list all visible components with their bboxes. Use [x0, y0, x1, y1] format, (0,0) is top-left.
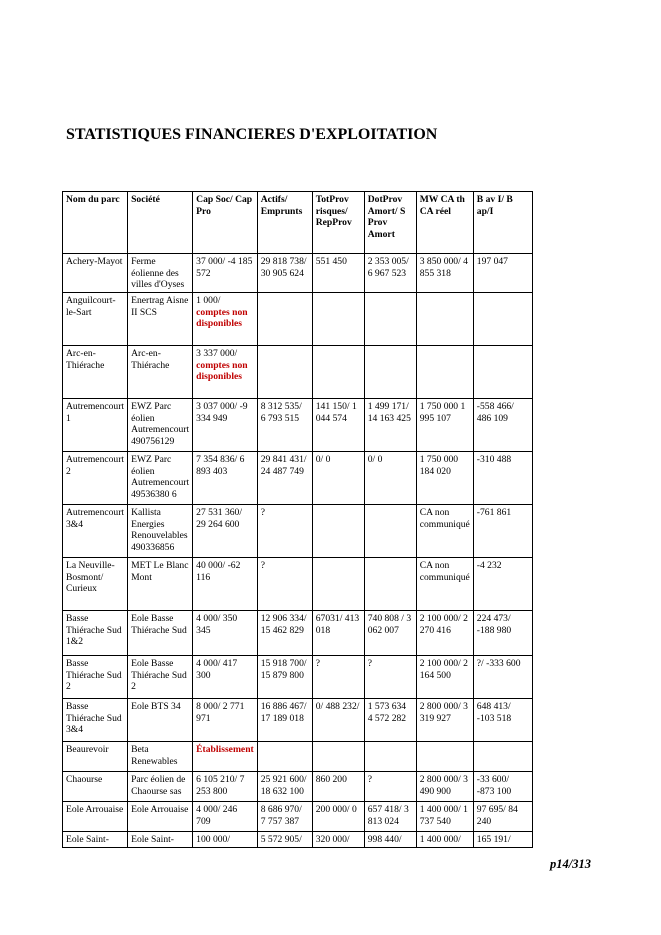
cell-dotprov: [364, 558, 416, 611]
header-bav: B av I/ B ap/I: [473, 192, 532, 254]
header-dotprov: DotProv Amort/ S Prov Amort: [364, 192, 416, 254]
cell-actifs: 25 921 600/ 18 632 100: [257, 772, 312, 802]
cell-nom: Basse Thiérache Sud 1&2: [63, 611, 128, 656]
cell-totprov: [312, 558, 364, 611]
header-mw: MW CA th CA réel: [416, 192, 473, 254]
header-totprov: TotProv risques/ RepProv: [312, 192, 364, 254]
cell-societe: Kallista Energies Renouvelables 490336856: [128, 505, 193, 558]
table-row: [63, 399, 533, 452]
cell-mw: CA non communiqué: [416, 505, 473, 558]
cell-bav: 224 473/ -188 980: [473, 611, 532, 656]
cell-cap: 4 000/ 246 709: [193, 802, 258, 832]
cell-actifs: [257, 346, 312, 399]
table-row: [63, 772, 533, 802]
cell-bav: -558 466/ 486 109: [473, 399, 532, 452]
cell-actifs: ?: [257, 558, 312, 611]
cell-mw: 1 750 000 184 020: [416, 452, 473, 505]
cell-bav: [473, 293, 532, 346]
cell-nom: Eole Arrouaise: [63, 802, 128, 832]
cell-nom: Autremencourt 3&4: [63, 505, 128, 558]
table-row: [63, 742, 533, 772]
cell-nom: Autremencourt 2: [63, 452, 128, 505]
cell-totprov: [312, 505, 364, 558]
cell-dotprov: 1 573 634 4 572 282: [364, 699, 416, 742]
cell-cap: 37 000/ -4 185 572: [193, 254, 258, 293]
cell-societe: EWZ Parc éolien Autremencourt 490756129: [128, 399, 193, 452]
cell-bav: -310 488: [473, 452, 532, 505]
cell-bav: [473, 346, 532, 399]
cell-actifs: [257, 293, 312, 346]
cell-cap: 4 000/ 350 345: [193, 611, 258, 656]
cell-actifs: ?: [257, 505, 312, 558]
cell-actifs: [257, 742, 312, 772]
cell-mw: 2 100 000/ 2 270 416: [416, 611, 473, 656]
cell-dotprov: 0/ 0: [364, 452, 416, 505]
financial-table: [62, 191, 533, 848]
cell-bav: 165 191/: [473, 832, 532, 848]
cell-totprov: 67031/ 413 018: [312, 611, 364, 656]
cell-societe: Eole Saint-: [128, 832, 193, 848]
cell-actifs: 12 906 334/ 15 462 829: [257, 611, 312, 656]
cell-mw: 2 800 000/ 3 490 900: [416, 772, 473, 802]
cell-mw: [416, 293, 473, 346]
cell-totprov: [312, 346, 364, 399]
page-title: STATISTIQUES FINANCIERES D'EXPLOITATION: [66, 126, 438, 143]
cell-totprov: [312, 742, 364, 772]
cell-totprov: [312, 293, 364, 346]
cell-totprov: ?: [312, 656, 364, 699]
cell-mw: 3 850 000/ 4 855 318: [416, 254, 473, 293]
table-row: [63, 832, 533, 848]
cell-nom: Achery-Mayot: [63, 254, 128, 293]
cell-dotprov: 657 418/ 3 813 024: [364, 802, 416, 832]
cell-actifs: 5 572 905/: [257, 832, 312, 848]
table-row: [63, 346, 533, 399]
header-actifs: Actifs/ Emprunts: [257, 192, 312, 254]
table-row: [63, 254, 533, 293]
cell-societe: Beta Renewables: [128, 742, 193, 772]
cell-nom: Eole Saint-: [63, 832, 128, 848]
cell-cap: 6 105 210/ 7 253 800: [193, 772, 258, 802]
cell-nom: La Neuville-Bosmont/ Curieux: [63, 558, 128, 611]
cell-totprov: 0/ 0: [312, 452, 364, 505]
cell-cap: 100 000/: [193, 832, 258, 848]
cell-actifs: 8 312 535/ 6 793 515: [257, 399, 312, 452]
cell-societe: Arc-en-Thiérache: [128, 346, 193, 399]
cell-bav: 197 047: [473, 254, 532, 293]
cell-mw: [416, 742, 473, 772]
cell-nom: Beaurevoir: [63, 742, 128, 772]
cell-cap: [193, 742, 258, 772]
cell-cap-value: 1 000/: [196, 295, 221, 306]
cell-cap: 7 354 836/ 6 893 403: [193, 452, 258, 505]
cell-societe: EWZ Parc éolien Autremencourt 49536380 6: [128, 452, 193, 505]
cell-actifs: 8 686 970/ 7 757 387: [257, 802, 312, 832]
cell-nom: Chaourse: [63, 772, 128, 802]
cell-dotprov: 740 808 / 3 062 007: [364, 611, 416, 656]
header-row: [63, 192, 533, 254]
cell-nom: Basse Thiérache Sud 2: [63, 656, 128, 699]
cell-nom: Basse Thiérache Sud 3&4: [63, 699, 128, 742]
cell-bav: -761 861: [473, 505, 532, 558]
cell-societe: Eole Arrouaise: [128, 802, 193, 832]
table-row: [63, 699, 533, 742]
cell-nom: Arc-en-Thiérache: [63, 346, 128, 399]
cell-bav: ?/ -333 600: [473, 656, 532, 699]
cell-dotprov: 1 499 171/ 14 163 425: [364, 399, 416, 452]
cell-mw: 1 400 000/ 1 737 540: [416, 802, 473, 832]
cell-societe: Ferme éolienne des villes d'Oyses: [128, 254, 193, 293]
cell-totprov: 320 000/: [312, 832, 364, 848]
cell-cap-value: 3 337 000/: [196, 348, 238, 359]
header-nom: Nom du parc: [63, 192, 128, 254]
cell-cap-note: comptes non disponibles: [196, 359, 248, 383]
cell-societe: Eole Basse Thiérache Sud 2: [128, 656, 193, 699]
table-row: [63, 611, 533, 656]
cell-mw: 1 400 000/: [416, 832, 473, 848]
cell-bav: -4 232: [473, 558, 532, 611]
cell-cap: 4 000/ 417 300: [193, 656, 258, 699]
table-row: [63, 558, 533, 611]
page-number: p14/313: [550, 857, 591, 871]
header-societe: Société: [128, 192, 193, 254]
cell-cap: [193, 293, 258, 346]
cell-societe: Eole BTS 34: [128, 699, 193, 742]
cell-dotprov: 998 440/: [364, 832, 416, 848]
cell-nom: Anguilcourt-le-Sart: [63, 293, 128, 346]
cell-totprov: 0/ 488 232/: [312, 699, 364, 742]
cell-mw: 2 800 000/ 3 319 927: [416, 699, 473, 742]
cell-cap: 27 531 360/ 29 264 600: [193, 505, 258, 558]
table-row: [63, 656, 533, 699]
cell-bav: [473, 742, 532, 772]
cell-actifs: 16 886 467/ 17 189 018: [257, 699, 312, 742]
cell-societe: MET Le Blanc Mont: [128, 558, 193, 611]
cell-cap: [193, 346, 258, 399]
cell-cap: 3 037 000/ -9 334 949: [193, 399, 258, 452]
cell-mw: 2 100 000/ 2 164 500: [416, 656, 473, 699]
table-row: [63, 293, 533, 346]
cell-totprov: 141 150/ 1 044 574: [312, 399, 364, 452]
cell-mw: 1 750 000 1 995 107: [416, 399, 473, 452]
header-cap: Cap Soc/ Cap Pro: [193, 192, 258, 254]
cell-cap-note: Établissement: [196, 744, 254, 755]
cell-actifs: 15 918 700/ 15 879 800: [257, 656, 312, 699]
cell-totprov: 860 200: [312, 772, 364, 802]
cell-nom: Autremencourt 1: [63, 399, 128, 452]
cell-dotprov: 2 353 005/ 6 967 523: [364, 254, 416, 293]
cell-dotprov: [364, 293, 416, 346]
cell-bav: -33 600/ -873 100: [473, 772, 532, 802]
cell-bav: 97 695/ 84 240: [473, 802, 532, 832]
cell-cap: 40 000/ -62 116: [193, 558, 258, 611]
cell-dotprov: [364, 346, 416, 399]
cell-dotprov: [364, 742, 416, 772]
cell-bav: 648 413/ -103 518: [473, 699, 532, 742]
cell-dotprov: ?: [364, 656, 416, 699]
table-row: [63, 802, 533, 832]
cell-societe: Parc éolien de Chaourse sas: [128, 772, 193, 802]
cell-societe: Enertrag Aisne II SCS: [128, 293, 193, 346]
cell-actifs: 29 818 738/ 30 905 624: [257, 254, 312, 293]
cell-cap-note: comptes non disponibles: [196, 306, 248, 330]
cell-actifs: 29 841 431/ 24 487 749: [257, 452, 312, 505]
cell-totprov: 200 000/ 0: [312, 802, 364, 832]
cell-dotprov: [364, 505, 416, 558]
table-row: [63, 452, 533, 505]
cell-mw: CA non communiqué: [416, 558, 473, 611]
cell-societe: Eole Basse Thiérache Sud: [128, 611, 193, 656]
cell-cap: 8 000/ 2 771 971: [193, 699, 258, 742]
cell-mw: [416, 346, 473, 399]
cell-dotprov: ?: [364, 772, 416, 802]
table-row: [63, 505, 533, 558]
cell-totprov: 551 450: [312, 254, 364, 293]
